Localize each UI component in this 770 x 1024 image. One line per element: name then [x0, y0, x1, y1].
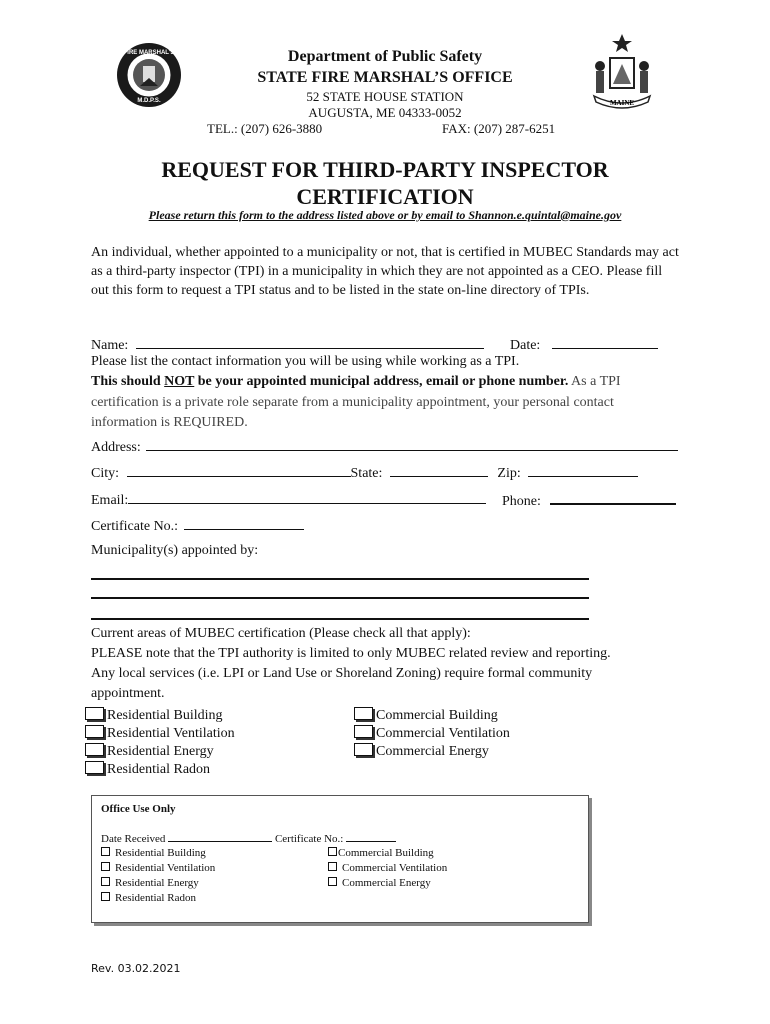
office-use-box	[91, 795, 589, 923]
checkbox-label: Commercial Energy	[376, 744, 489, 759]
checkbox-label: Residential Energy	[107, 744, 214, 759]
warning-not: NOT	[164, 374, 195, 389]
city-label: City:	[91, 466, 120, 481]
areas-line-3: Any local services (i.e. LPI or Land Use or Shoreland Zoning) require formal community	[91, 666, 593, 681]
office-checkbox-label: Residential Building	[115, 847, 206, 859]
office-date-received-row	[101, 831, 396, 845]
revision-label: Rev. 03.02.2021	[91, 962, 181, 975]
department-name: Department of Public Safety	[287, 48, 483, 65]
municipality-field-2[interactable]	[91, 597, 589, 599]
address-line-2: AUGUSTA, ME 04333-0052	[308, 105, 462, 120]
office-checkbox-label: Commercial Energy	[342, 877, 431, 889]
phone-field[interactable]	[550, 489, 676, 505]
email-field[interactable]	[128, 489, 486, 504]
checkbox-label: Commercial Building	[376, 708, 498, 723]
form-title	[0, 156, 770, 210]
office-use-title: Office Use Only	[101, 803, 176, 815]
name-field[interactable]	[136, 334, 484, 349]
office-checkbox-commercial-energy[interactable]	[328, 877, 431, 889]
office-checkbox-box[interactable]	[101, 862, 110, 871]
svg-text:MAINE: MAINE	[609, 99, 635, 107]
checkbox-residential-ventilation[interactable]	[85, 725, 235, 742]
address-field[interactable]	[146, 436, 678, 451]
checkbox-label: Residential Building	[107, 708, 223, 723]
address-line-1: 52 STATE HOUSE STATION	[306, 89, 464, 104]
email-label: Email:	[91, 493, 129, 508]
intro-paragraph: An individual, whether appointed to a municipality or not, that is certified in MUBEC Standards may act as a third-party inspector (TPI) in a municipality in which they are not appointed as a CEO. Please fill out this form to request a TPI status and to be listed in the state on-line directory of TPIs.	[91, 245, 679, 298]
return-instructions: Please return this form to the address listed above or by email to Shannon.e.quintal@maine.gov	[148, 208, 622, 222]
office-checkbox-label: Residential Radon	[115, 892, 196, 904]
checkbox-label: Residential Radon	[107, 762, 211, 777]
certificate-label: Certificate No.:	[91, 519, 179, 534]
office-name: STATE FIRE MARSHAL’S OFFICE	[257, 69, 513, 86]
office-checkbox-label: Commercial Building	[338, 847, 434, 859]
checkbox-box[interactable]	[85, 761, 104, 774]
date-field[interactable]	[552, 334, 658, 349]
certificate-row	[91, 515, 304, 535]
office-date-received-field[interactable]	[168, 831, 272, 842]
office-checkbox-residential-energy[interactable]	[101, 877, 199, 889]
checkbox-residential-radon[interactable]	[85, 761, 210, 778]
checkbox-box[interactable]	[85, 743, 104, 756]
fax: FAX: (207) 287-6251	[442, 121, 556, 136]
checkbox-box[interactable]	[85, 725, 104, 738]
city-row	[91, 462, 638, 482]
office-date-received-label: Date Received	[101, 833, 166, 845]
warning-line	[91, 374, 621, 390]
checkbox-label: Commercial Ventilation	[376, 726, 510, 741]
checkbox-commercial-building[interactable]	[354, 707, 498, 724]
certificate-field[interactable]	[184, 515, 304, 530]
phone-row	[502, 489, 676, 510]
warning-rest-2: certification is a private role separate from a municipality appointment, your personal contact	[91, 395, 614, 410]
form-title-line-1: REQUEST FOR THIRD-PARTY INSPECTOR	[161, 157, 609, 182]
office-checkbox-label: Residential Energy	[115, 877, 199, 889]
office-checkbox-box[interactable]	[101, 847, 110, 856]
municipality-label: Municipality(s) appointed by:	[91, 543, 259, 558]
state-label: State:	[350, 466, 383, 481]
warning-bold-2: be your appointed municipal address, email or phone number.	[194, 374, 569, 389]
checkbox-residential-energy[interactable]	[85, 743, 214, 760]
svg-text:FIRE MARSHAL'S: FIRE MARSHAL'S	[123, 50, 175, 56]
address-row	[91, 436, 678, 456]
warning-rest-1: As a TPI	[568, 374, 621, 389]
checkbox-commercial-ventilation[interactable]	[354, 725, 510, 742]
state-field[interactable]	[390, 462, 488, 477]
office-checkbox-box[interactable]	[101, 892, 110, 901]
address-label: Address:	[91, 440, 141, 455]
areas-line-4: appointment.	[91, 686, 165, 701]
name-row	[91, 334, 484, 354]
checkbox-box[interactable]	[354, 707, 373, 720]
municipality-field-1[interactable]	[91, 578, 589, 580]
checkbox-box[interactable]	[354, 725, 373, 738]
office-checkbox-label: Residential Ventilation	[115, 862, 216, 874]
form-title-line-2: CERTIFICATION	[296, 184, 474, 209]
office-checkbox-box[interactable]	[328, 862, 337, 871]
checkbox-residential-building[interactable]	[85, 707, 223, 724]
areas-line-2: PLEASE note that the TPI authority is limited to only MUBEC related review and reporting.	[91, 646, 611, 661]
office-checkbox-residential-ventilation[interactable]	[101, 862, 215, 874]
phone-label: Phone:	[502, 494, 541, 509]
office-checkbox-label: Commercial Ventilation	[342, 862, 448, 874]
warning-bold-1: This should	[91, 374, 165, 389]
office-checkbox-commercial-ventilation[interactable]	[328, 862, 447, 874]
areas-line-1: Current areas of MUBEC certification (Please check all that apply):	[91, 626, 471, 641]
office-checkbox-residential-building[interactable]	[101, 847, 206, 859]
checkbox-box[interactable]	[85, 707, 104, 720]
telephone: TEL.: (207) 626-3880	[207, 121, 323, 136]
contact-note: Please list the contact information you will be using while working as a TPI.	[91, 354, 520, 369]
email-row	[91, 489, 486, 509]
office-cert-field[interactable]	[346, 831, 396, 842]
checkbox-label: Residential Ventilation	[107, 726, 235, 741]
date-label: Date:	[510, 338, 541, 353]
office-checkbox-box[interactable]	[328, 877, 337, 886]
zip-label: Zip:	[497, 466, 521, 481]
name-label: Name:	[91, 338, 129, 353]
date-row	[510, 334, 658, 354]
office-checkbox-residential-radon[interactable]	[101, 892, 196, 904]
checkbox-commercial-energy[interactable]	[354, 743, 489, 760]
office-cert-label: Certificate No.:	[274, 833, 344, 845]
office-checkbox-box[interactable]	[101, 877, 110, 886]
warning-rest-3: information is REQUIRED.	[91, 415, 248, 430]
city-field[interactable]	[127, 462, 351, 477]
svg-text:M.D.P.S.: M.D.P.S.	[137, 98, 161, 104]
office-checkbox-commercial-building[interactable]	[328, 847, 434, 859]
checkbox-box[interactable]	[354, 743, 373, 756]
municipality-field-3[interactable]	[91, 618, 589, 620]
zip-field[interactable]	[528, 462, 638, 477]
office-checkbox-box[interactable]	[328, 847, 337, 856]
